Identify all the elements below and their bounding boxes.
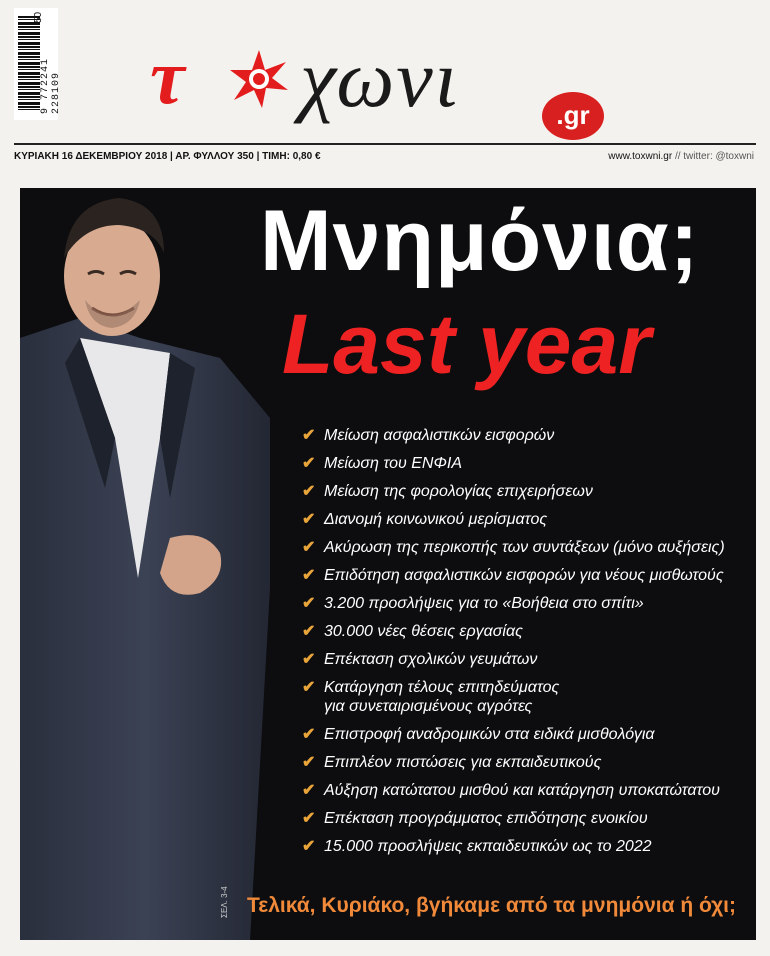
list-item [302,809,725,828]
barcode-number: 9 772241 228109 [40,57,62,114]
website-info [608,151,754,162]
list-item-text: 15.000 προσλήψεις εκπαιδευτικών ως το 2022 [324,838,652,855]
list-item [302,650,725,669]
checkmark-icon: ✔ [302,810,316,827]
list-item [302,566,725,585]
checkmark-icon: ✔ [302,511,316,528]
checkmark-icon: ✔ [302,726,316,743]
checkmark-icon: ✔ [302,623,316,640]
header-rule [14,143,756,145]
list-item [302,426,725,445]
logo-suffix: .gr [542,92,604,140]
headline-main: Μνημόνια; [260,193,700,289]
checkmark-icon: ✔ [302,782,316,799]
list-item-text: Αύξηση κατώτατου μισθού και κατάργηση υποκατώτατου [324,782,720,799]
twitter-handle[interactable]: // twitter: @toxwni [674,151,754,162]
list-item [302,538,725,557]
list-item [302,837,725,856]
list-item-text: 3.200 προσλήψεις για το «Βοήθεια στο σπίτι» [324,595,644,612]
list-item [302,678,725,716]
list-item-text: Μείωση ασφαλιστικών εισφορών [324,427,555,444]
issue-number: 50 [33,11,44,23]
headline-accent: Last year [282,297,651,391]
checkmark-icon: ✔ [302,838,316,855]
list-item [302,781,725,800]
list-item-text: 30.000 νέες θέσεις εργασίας [324,623,523,640]
list-item-text: Κατάργηση τέλους επιτηδεύματος για συνεταιρισμένους αγρότες [324,679,560,715]
checkmark-icon: ✔ [302,651,316,668]
page-reference: ΣΕΛ. 3-4 [220,886,229,918]
checkmark-icon: ✔ [302,539,316,556]
list-item-text: Διανομή κοινωνικού μερίσματος [324,511,548,528]
list-item-text: Ακύρωση της περικοπής των συντάξεων (μόνο αυξήσεις) [324,539,725,556]
checkmark-icon: ✔ [302,483,316,500]
list-item-text: Επέκταση προγράμματος επιδότησης ενοικίου [324,810,648,827]
list-item-text: Επιδότηση ασφαλιστικών εισφορών για νέους μισθωτούς [324,567,724,584]
list-item-text: Επιπλέον πιστώσεις για εκπαιδευτικούς [324,754,602,771]
website-link[interactable]: www.toxwni.gr [608,151,673,162]
starburst-icon [228,48,290,110]
list-item-text: Μείωση του ΕΝΦΙΑ [324,455,462,472]
list-item [302,510,725,529]
dateline: ΚΥΡΙΑΚΗ 16 ΔΕΚΕΜΒΡΙΟΥ 2018 | ΑΡ. ΦΥΛΛΟΥ 350 | ΤΙΜΗ: 0,80 € [14,151,321,162]
checkmark-icon: ✔ [302,595,316,612]
masthead-logo[interactable] [150,33,630,138]
checkmark-icon: ✔ [302,754,316,771]
logo-prefix: τ [150,33,185,120]
list-item-text: Μείωση της φορολογίας επιχειρήσεων [324,483,593,500]
list-item [302,753,725,772]
checkmark-icon: ✔ [302,679,316,696]
list-item [302,482,725,501]
list-item [302,594,725,613]
list-item-text: Επέκταση σχολικών γευμάτων [324,651,538,668]
list-item-text: Επιστροφή αναδρομικών στα ειδικά μισθολόγια [324,726,655,743]
checkmark-icon: ✔ [302,455,316,472]
closing-question: Τελικά, Κυριάκο, βγήκαμε από τα μνημόνια ή όχι; [247,894,736,917]
barcode-bars [18,16,40,112]
list-item [302,454,725,473]
barcode [14,8,62,120]
checkmark-icon: ✔ [302,427,316,444]
logo-main: χωνι [300,33,460,124]
checkmark-icon: ✔ [302,567,316,584]
cover-panel [20,188,756,940]
list-item [302,622,725,641]
achievements-list [302,426,725,865]
list-item [302,725,725,744]
